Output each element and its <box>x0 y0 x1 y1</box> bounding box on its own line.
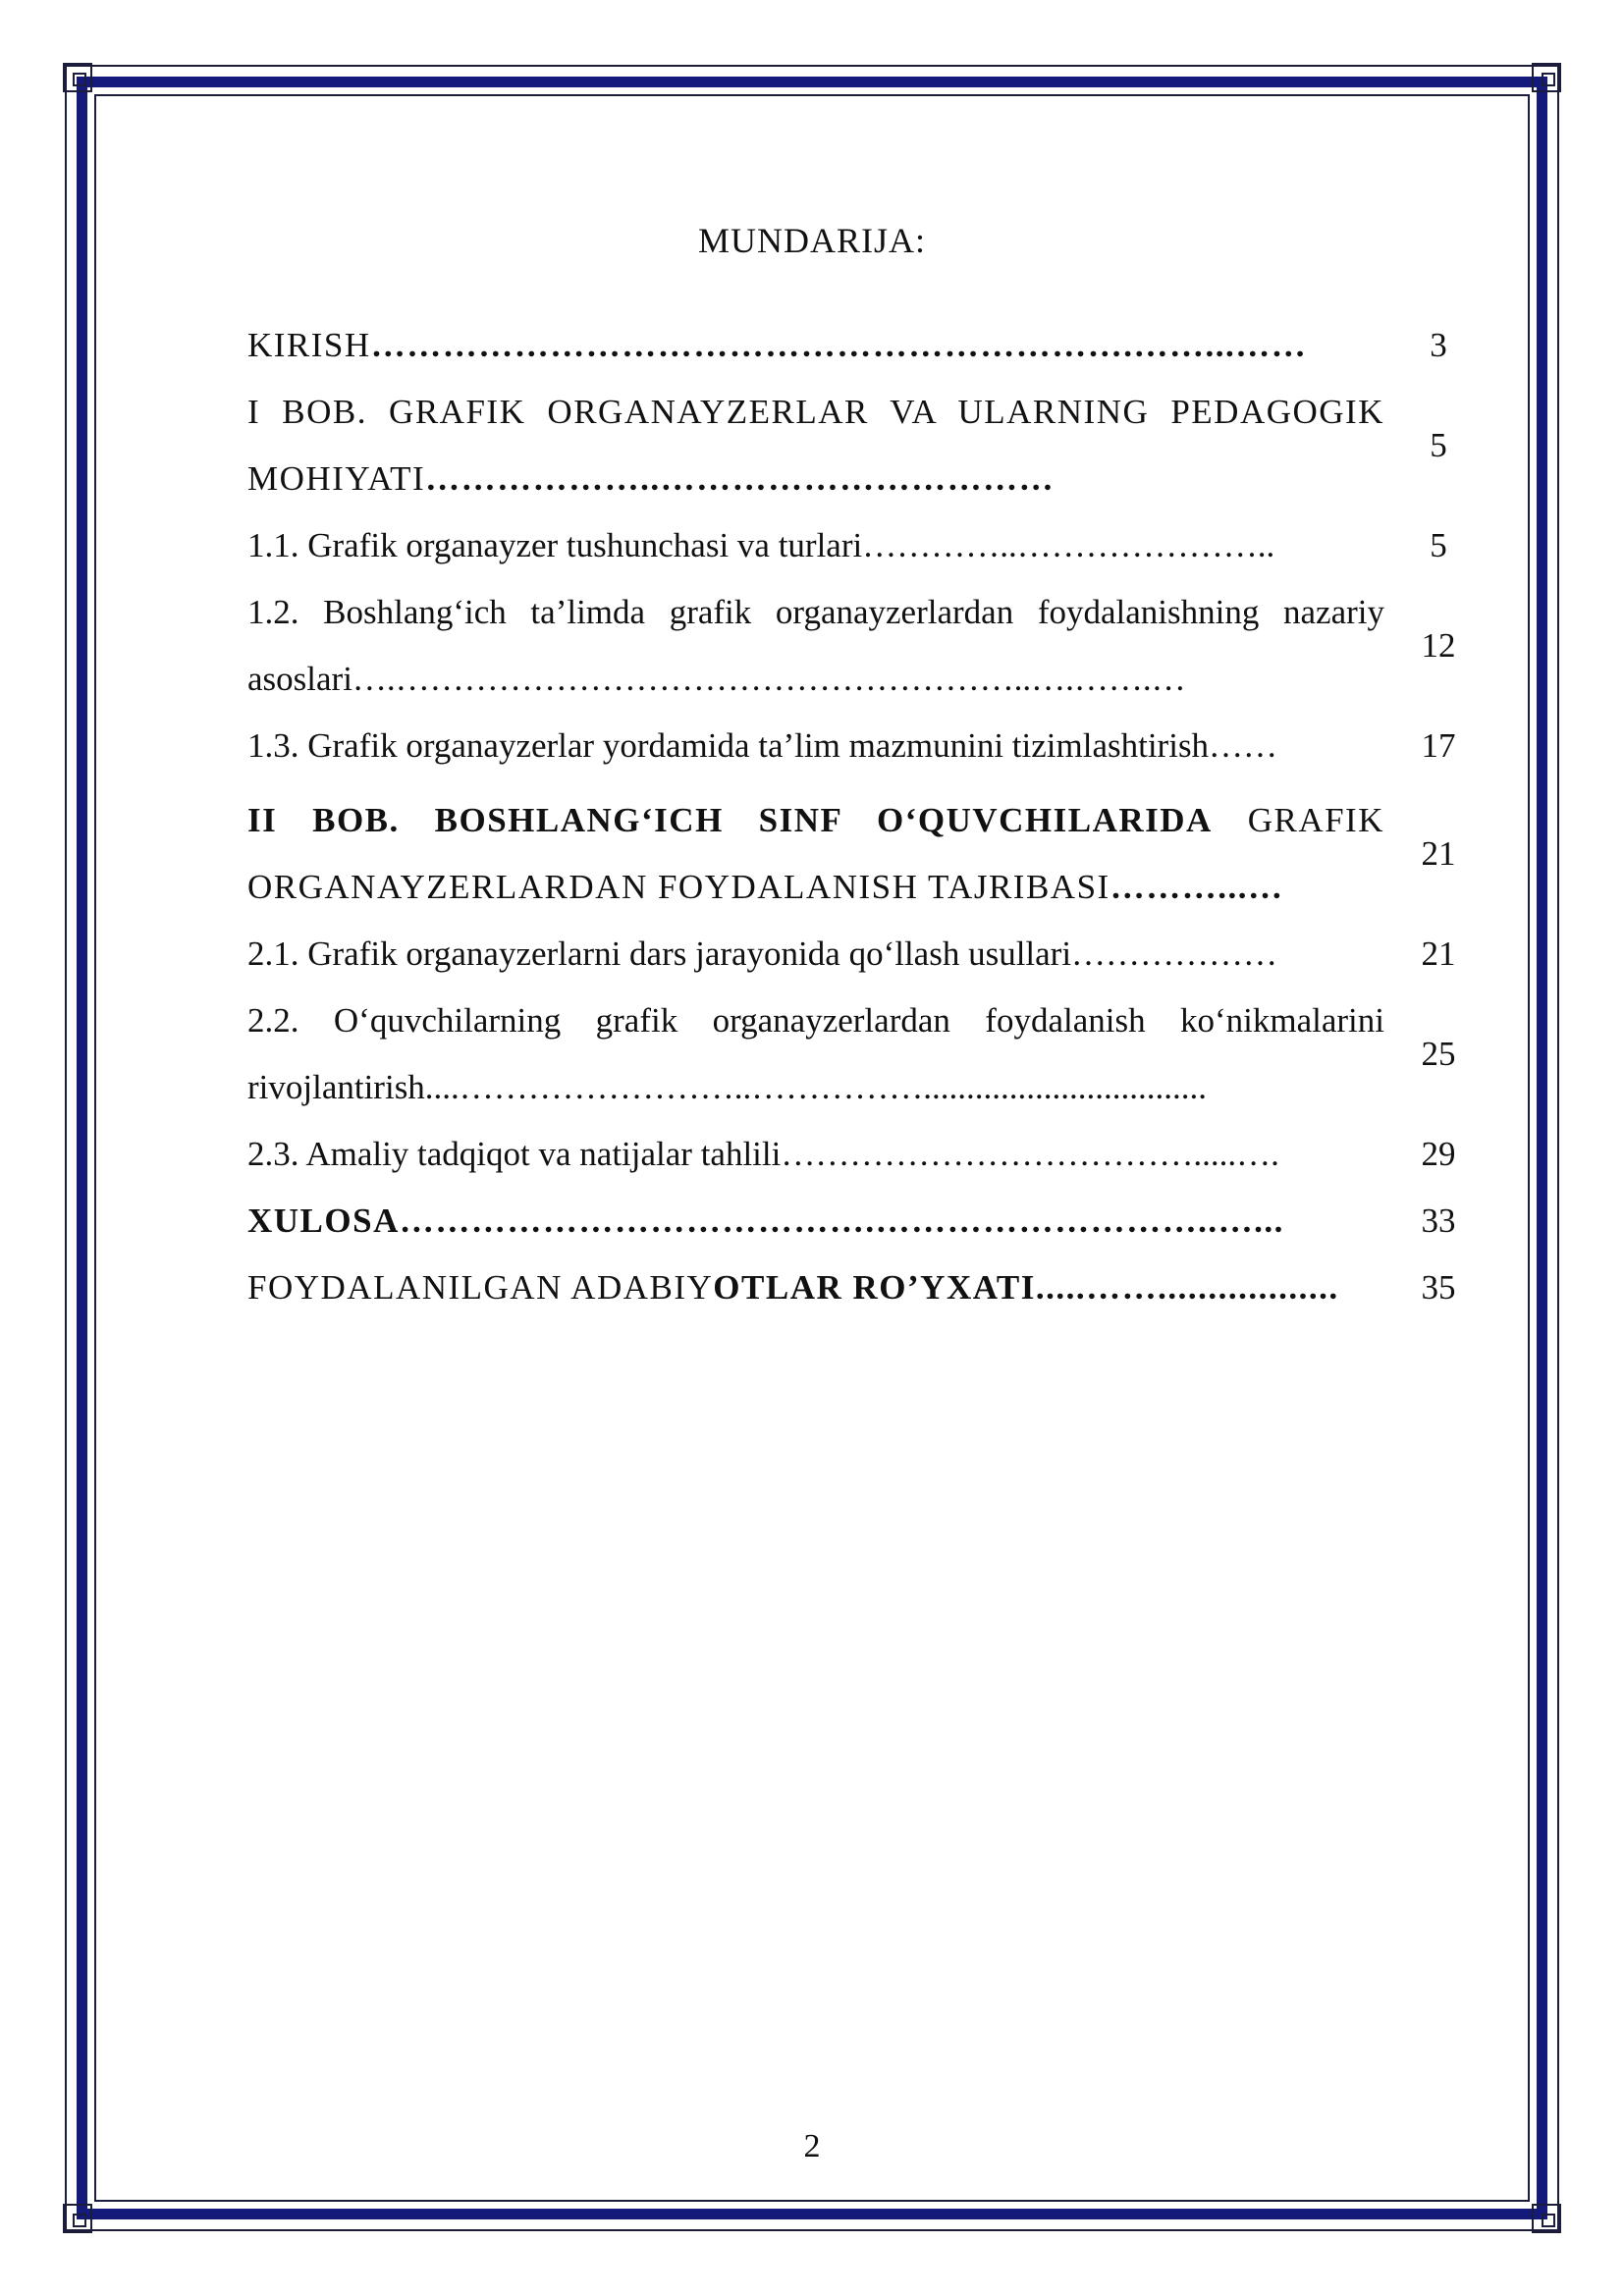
toc-entry-title <box>247 512 1384 579</box>
toc-entry-page: 33 <box>1421 1201 1456 1240</box>
toc-entry-text: GRAFIK ORGANAYZERLARDAN FOYDALANISH TAJRIBASI <box>247 801 1384 906</box>
toc-entry[interactable] <box>247 1121 1473 1188</box>
toc-entry-text-bold: ………...… <box>1110 868 1284 906</box>
toc-entry-text-bold: OTLAR RO’YXATI.....…….................. <box>713 1268 1339 1307</box>
toc-entry-title <box>247 312 1384 379</box>
toc-entry-title <box>247 988 1384 1121</box>
toc-entry-page: 5 <box>1430 526 1447 564</box>
toc-entry-text-bold: II BOB. BOSHLANG‘ICH SINF O‘QUVCHILARIDA <box>247 801 1213 839</box>
toc-entry-title <box>247 579 1384 713</box>
toc-entry-title <box>247 921 1384 988</box>
toc-entry-text: FOYDALANILGAN ADABIY <box>247 1268 714 1307</box>
toc-entry[interactable] <box>247 379 1473 512</box>
toc-entry[interactable] <box>247 512 1473 579</box>
table-of-contents <box>247 312 1473 1321</box>
toc-entry-page: 21 <box>1421 934 1456 973</box>
toc-entry-page: 17 <box>1421 726 1456 765</box>
toc-entry-text: 1.2. Boshlang‘ich ta’limda grafik organayzerlardan foydalanishning nazariy asoslari….………………………………………………..….…….… <box>247 593 1384 698</box>
toc-entry[interactable] <box>247 787 1473 921</box>
toc-entry-title <box>247 379 1384 512</box>
toc-entry-page: 3 <box>1430 326 1447 364</box>
toc-entry[interactable] <box>247 579 1473 713</box>
toc-entry-text-bold: XULOSA <box>247 1201 400 1240</box>
toc-entry-title <box>247 1188 1384 1255</box>
page-title: MUNDARIJA: <box>697 221 926 260</box>
toc-entry-text-bold: ……………………………………………………….……...…… <box>370 326 1308 364</box>
toc-entry-title <box>247 713 1384 779</box>
toc-entry[interactable] <box>247 713 1473 779</box>
toc-entry-page: 29 <box>1421 1135 1456 1173</box>
toc-entry[interactable] <box>247 921 1473 988</box>
toc-entry[interactable] <box>247 312 1473 379</box>
border-corner-ornament <box>1532 63 1561 92</box>
toc-entry-page: 5 <box>1430 426 1447 464</box>
toc-entry-page: 35 <box>1421 1268 1456 1307</box>
border-corner-ornament <box>63 2204 92 2233</box>
toc-entry-title <box>247 1121 1384 1188</box>
border-corner-ornament <box>1532 2204 1561 2233</box>
toc-entry-text-bold: ………………………………….………………………..…... <box>399 1201 1284 1240</box>
toc-entry-page: 25 <box>1421 1035 1456 1073</box>
toc-entry-text: 2.1. Grafik organayzerlarni dars jarayonida qo‘llash usullari……………… <box>247 934 1278 973</box>
toc-entry-page: 21 <box>1421 834 1456 873</box>
toc-entry[interactable] <box>247 1255 1473 1321</box>
border-corner-ornament <box>63 63 92 92</box>
toc-entry-text: 2.3. Amaliy tadqiqot va natijalar tahlili……………………………….....…. <box>247 1135 1279 1173</box>
toc-entry-title <box>247 787 1384 921</box>
toc-entry[interactable] <box>247 1188 1473 1255</box>
toc-entry[interactable] <box>247 988 1473 1121</box>
toc-entry-text: 1.1. Grafik organayzer tushunchasi va turlari…………..………………….. <box>247 526 1275 564</box>
page-number: 2 <box>803 2128 821 2164</box>
toc-entry-text: KIRISH <box>247 326 371 364</box>
toc-entry-text: 1.3. Grafik organayzerlar yordamida ta’lim mazmunini tizimlashtirish…… <box>247 726 1278 765</box>
toc-entry-text-bold: ………………..…………………………… <box>425 459 1056 498</box>
toc-entry-text: I BOB. GRAFIK ORGANAYZERLAR VA ULARNING PEDAGOGIK MOHIYATI <box>247 393 1384 498</box>
toc-entry-title <box>247 1255 1384 1321</box>
toc-entry-page: 12 <box>1421 626 1456 665</box>
toc-entry-text: 2.2. O‘quvchilarning grafik organayzerlardan foydalanish ko‘nikmalarini rivojlantirish....……………………..……………................................. <box>247 1001 1384 1106</box>
